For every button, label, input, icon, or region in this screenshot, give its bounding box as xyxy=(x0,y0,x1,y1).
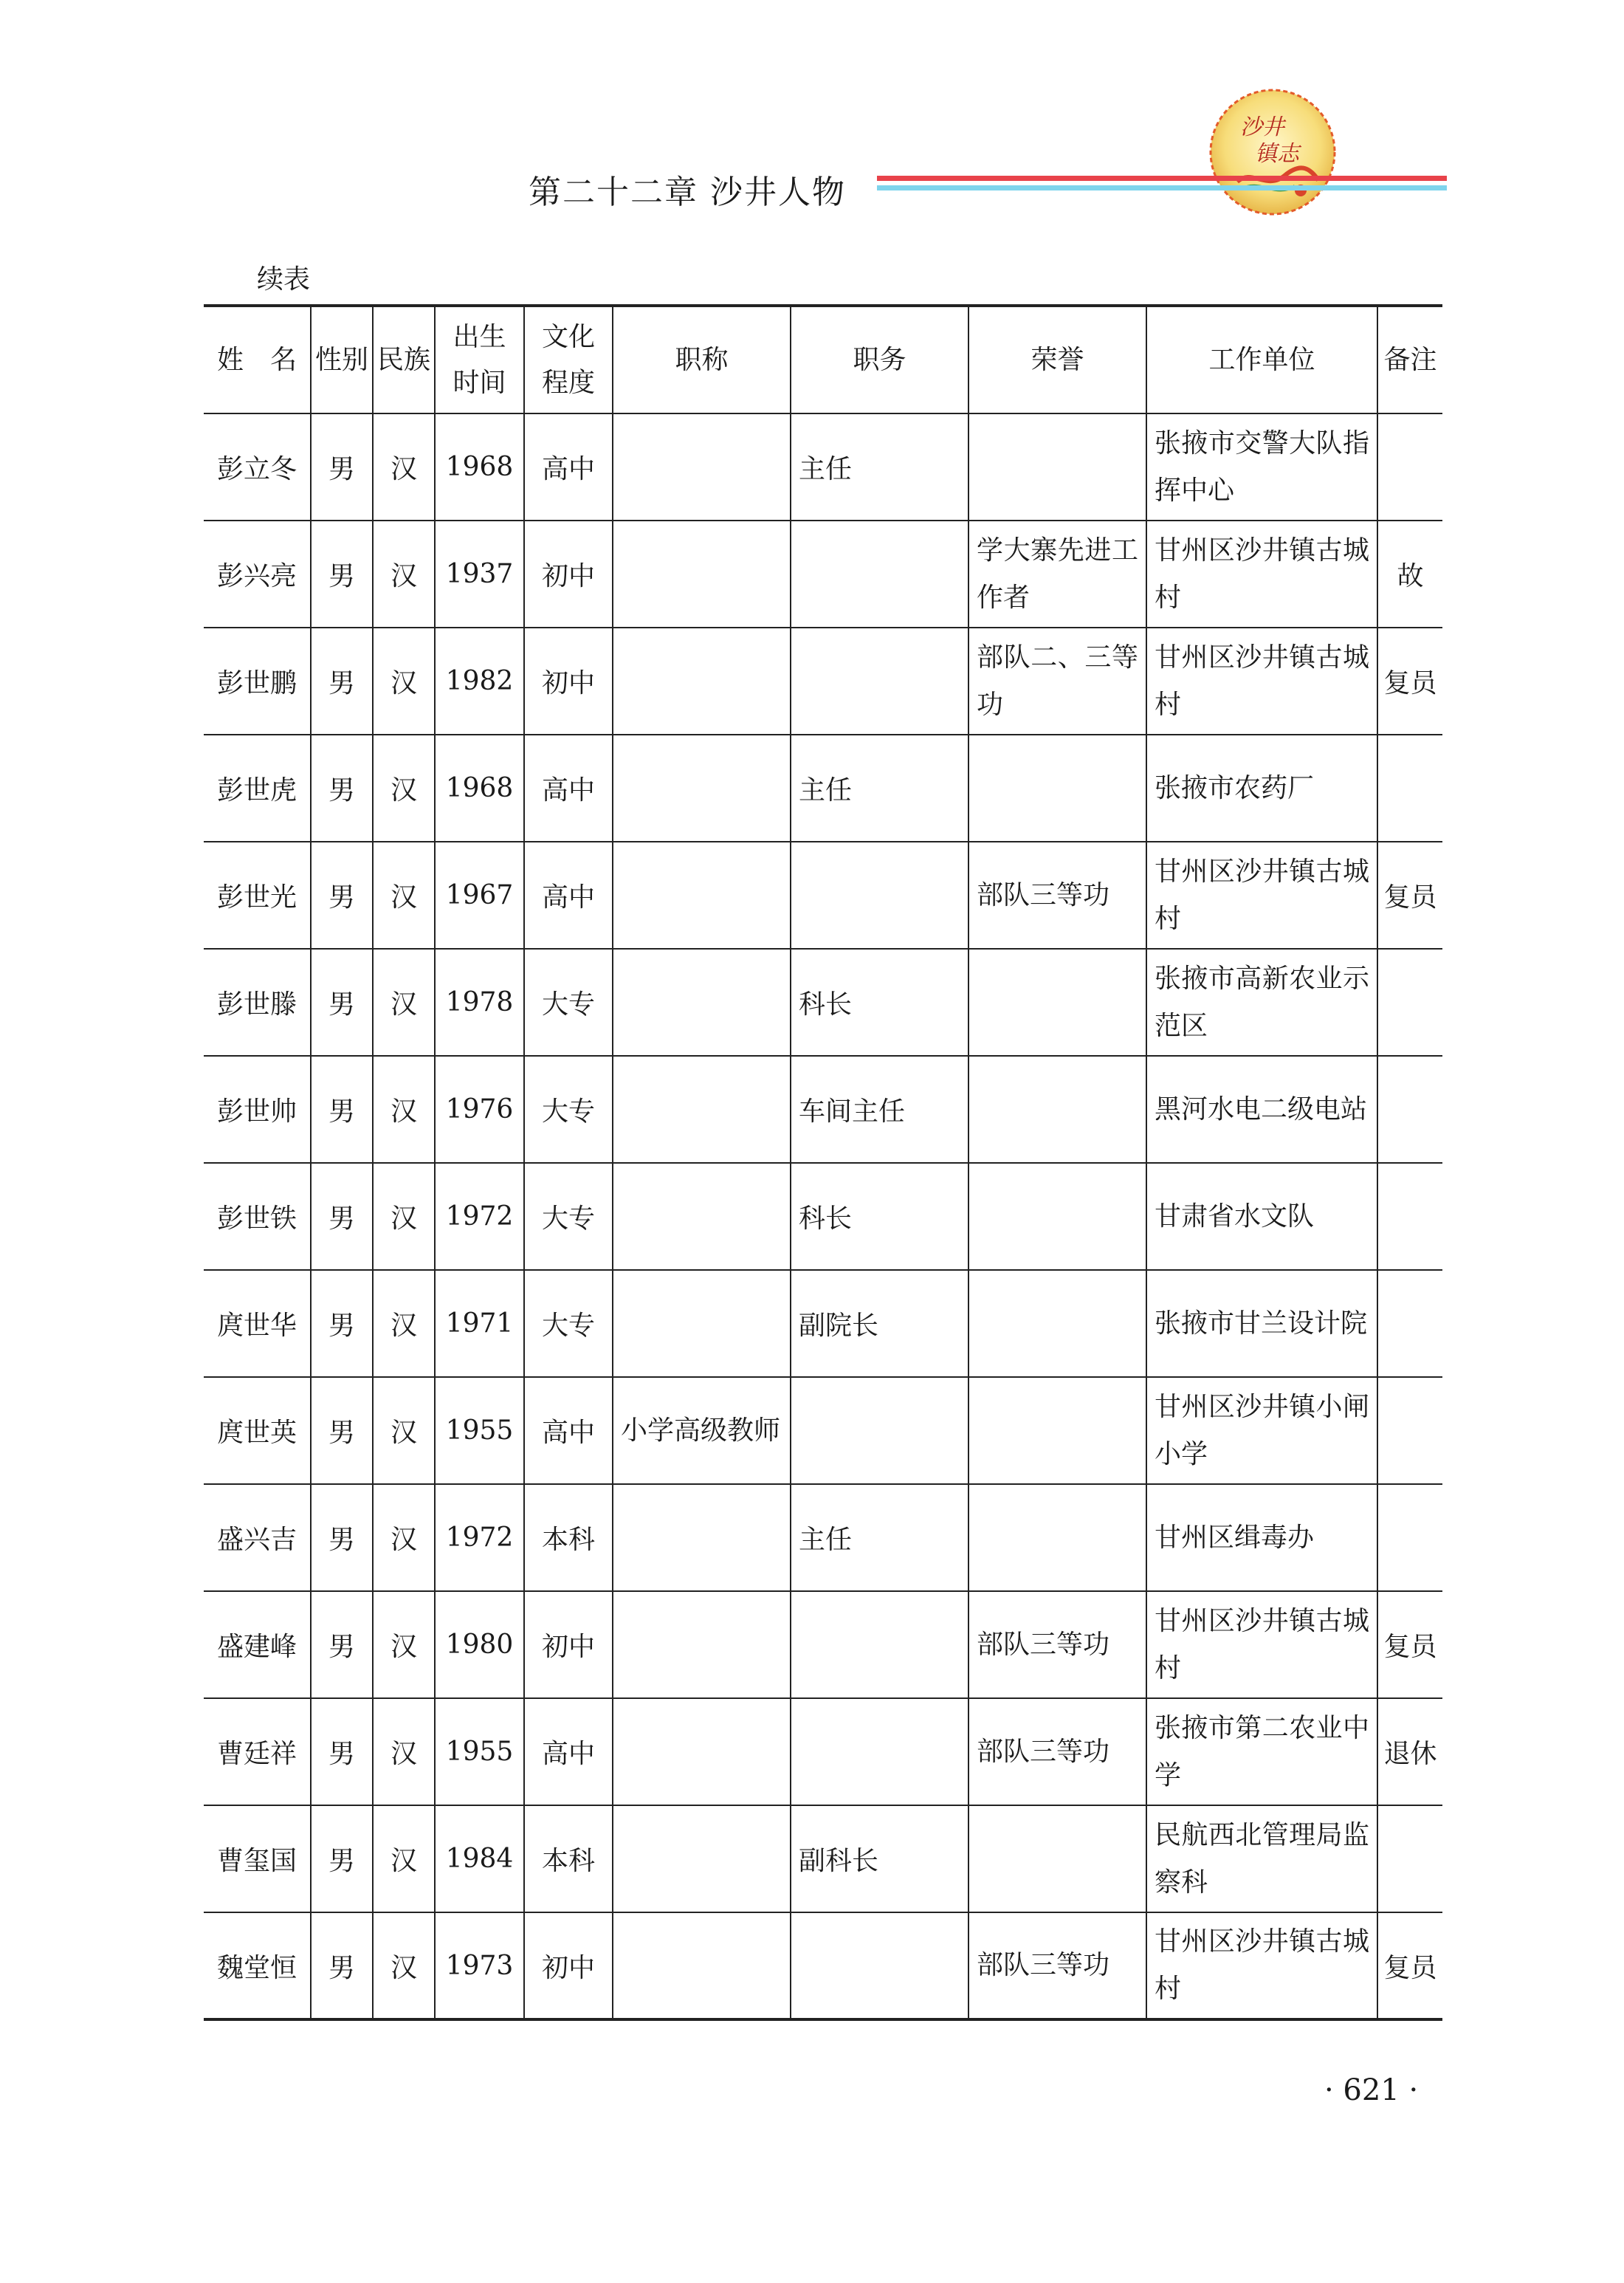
cell-position xyxy=(791,1591,968,1698)
cell-gender: 男 xyxy=(311,949,373,1056)
col-header-position: 职务 xyxy=(791,306,968,413)
cell-ethnicity: 汉 xyxy=(373,735,435,842)
cell-honor xyxy=(968,735,1146,842)
cell-remarks: 故 xyxy=(1377,521,1442,628)
table-row xyxy=(204,1484,1442,1591)
table-caption: 续表 xyxy=(257,264,311,295)
cell-honor: 部队二、三等功 xyxy=(968,628,1146,735)
cell-workplace: 甘州区沙井镇古城村 xyxy=(1146,521,1377,628)
cell-title xyxy=(613,521,791,628)
cell-title xyxy=(613,1591,791,1698)
cell-education: 高中 xyxy=(524,842,613,949)
cell-title xyxy=(613,842,791,949)
cell-gender: 男 xyxy=(311,1484,373,1591)
cell-education: 高中 xyxy=(524,1377,613,1484)
cell-remarks xyxy=(1377,1163,1442,1270)
table-row xyxy=(204,1805,1442,1912)
cell-birth-year: 1972 xyxy=(435,1163,524,1270)
cell-name: 彭立冬 xyxy=(204,413,311,521)
cell-workplace: 张掖市农药厂 xyxy=(1146,735,1377,842)
col-header-remarks: 备注 xyxy=(1377,306,1442,413)
cell-name: 曹玺国 xyxy=(204,1805,311,1912)
cell-gender: 男 xyxy=(311,521,373,628)
cell-remarks: 复员 xyxy=(1377,628,1442,735)
cell-ethnicity: 汉 xyxy=(373,1484,435,1591)
svg-text:沙井: 沙井 xyxy=(1240,114,1284,140)
cell-workplace: 甘州区沙井镇古城村 xyxy=(1146,842,1377,949)
page-number: · 621 · xyxy=(1324,2073,1419,2107)
cell-position xyxy=(791,521,968,628)
cell-gender: 男 xyxy=(311,413,373,521)
table-row xyxy=(204,521,1442,628)
cell-position: 主任 xyxy=(791,1484,968,1591)
cell-workplace: 甘州区缉毒办 xyxy=(1146,1484,1377,1591)
cell-birth-year: 1955 xyxy=(435,1698,524,1805)
cell-title xyxy=(613,735,791,842)
cell-honor xyxy=(968,1056,1146,1163)
cell-name: 曹廷祥 xyxy=(204,1698,311,1805)
cell-position xyxy=(791,1377,968,1484)
cell-gender: 男 xyxy=(311,1805,373,1912)
cell-gender: 男 xyxy=(311,842,373,949)
cell-title xyxy=(613,628,791,735)
cell-title xyxy=(613,1805,791,1912)
cell-name: 彭世帅 xyxy=(204,1056,311,1163)
cell-remarks xyxy=(1377,1056,1442,1163)
cell-honor xyxy=(968,1805,1146,1912)
cell-birth-year: 1971 xyxy=(435,1270,524,1377)
header-rule-blue xyxy=(877,185,1447,190)
cell-birth-year: 1982 xyxy=(435,628,524,735)
cell-ethnicity: 汉 xyxy=(373,949,435,1056)
cell-ethnicity: 汉 xyxy=(373,1805,435,1912)
cell-position: 副科长 xyxy=(791,1805,968,1912)
cell-ethnicity: 汉 xyxy=(373,1591,435,1698)
cell-birth-year: 1976 xyxy=(435,1056,524,1163)
table-row xyxy=(204,949,1442,1056)
cell-remarks: 复员 xyxy=(1377,1591,1442,1698)
col-header-title: 职称 xyxy=(613,306,791,413)
cell-remarks xyxy=(1377,1377,1442,1484)
cell-name: 庹世英 xyxy=(204,1377,311,1484)
cell-name: 庹世华 xyxy=(204,1270,311,1377)
cell-ethnicity: 汉 xyxy=(373,1163,435,1270)
cell-gender: 男 xyxy=(311,1698,373,1805)
cell-gender: 男 xyxy=(311,735,373,842)
col-header-workplace: 工作单位 xyxy=(1146,306,1377,413)
cell-honor xyxy=(968,949,1146,1056)
cell-education: 大专 xyxy=(524,1056,613,1163)
cell-name: 盛兴吉 xyxy=(204,1484,311,1591)
table-row xyxy=(204,413,1442,521)
cell-remarks xyxy=(1377,1270,1442,1377)
cell-ethnicity: 汉 xyxy=(373,1698,435,1805)
cell-workplace: 民航西北管理局监察科 xyxy=(1146,1805,1377,1912)
cell-gender: 男 xyxy=(311,1163,373,1270)
cell-workplace: 甘州区沙井镇古城村 xyxy=(1146,1591,1377,1698)
cell-remarks: 退休 xyxy=(1377,1698,1442,1805)
cell-remarks xyxy=(1377,949,1442,1056)
cell-name: 魏堂恒 xyxy=(204,1912,311,2019)
cell-gender: 男 xyxy=(311,1591,373,1698)
cell-name: 彭世铁 xyxy=(204,1163,311,1270)
cell-title xyxy=(613,949,791,1056)
cell-remarks xyxy=(1377,1484,1442,1591)
cell-honor: 部队三等功 xyxy=(968,1912,1146,2019)
cell-name: 彭世滕 xyxy=(204,949,311,1056)
cell-remarks: 复员 xyxy=(1377,1912,1442,2019)
cell-honor: 部队三等功 xyxy=(968,1698,1146,1805)
cell-workplace: 甘州区沙井镇小闸小学 xyxy=(1146,1377,1377,1484)
cell-title xyxy=(613,1698,791,1805)
chapter-title: 第二十二章 沙井人物 xyxy=(529,174,846,211)
cell-remarks xyxy=(1377,413,1442,521)
cell-honor xyxy=(968,413,1146,521)
cell-birth-year: 1937 xyxy=(435,521,524,628)
cell-ethnicity: 汉 xyxy=(373,1270,435,1377)
cell-workplace: 张掖市交警大队指挥中心 xyxy=(1146,413,1377,521)
cell-position: 主任 xyxy=(791,735,968,842)
cell-gender: 男 xyxy=(311,1377,373,1484)
cell-honor xyxy=(968,1484,1146,1591)
table-row xyxy=(204,628,1442,735)
cell-position: 科长 xyxy=(791,949,968,1056)
col-header-ethnicity: 民族 xyxy=(373,306,435,413)
cell-workplace: 张掖市高新农业示范区 xyxy=(1146,949,1377,1056)
cell-remarks: 复员 xyxy=(1377,842,1442,949)
cell-position xyxy=(791,1698,968,1805)
col-header-education: 文化程度 xyxy=(524,306,613,413)
cell-title xyxy=(613,1912,791,2019)
cell-ethnicity: 汉 xyxy=(373,842,435,949)
cell-education: 高中 xyxy=(524,1698,613,1805)
cell-birth-year: 1980 xyxy=(435,1591,524,1698)
cell-remarks xyxy=(1377,1805,1442,1912)
cell-birth-year: 1984 xyxy=(435,1805,524,1912)
cell-education: 本科 xyxy=(524,1484,613,1591)
cell-birth-year: 1967 xyxy=(435,842,524,949)
col-header-honor: 荣誉 xyxy=(968,306,1146,413)
people-table xyxy=(204,304,1442,2021)
table-row xyxy=(204,1698,1442,1805)
cell-name: 彭世鹏 xyxy=(204,628,311,735)
cell-title xyxy=(613,1056,791,1163)
cell-birth-year: 1978 xyxy=(435,949,524,1056)
cell-position: 车间主任 xyxy=(791,1056,968,1163)
cell-education: 高中 xyxy=(524,413,613,521)
cell-gender: 男 xyxy=(311,1056,373,1163)
cell-title xyxy=(613,1163,791,1270)
cell-gender: 男 xyxy=(311,1270,373,1377)
cell-birth-year: 1968 xyxy=(435,735,524,842)
cell-gender: 男 xyxy=(311,628,373,735)
cell-name: 彭兴亮 xyxy=(204,521,311,628)
header-rule xyxy=(877,176,1447,205)
cell-gender: 男 xyxy=(311,1912,373,2019)
cell-honor: 部队三等功 xyxy=(968,1591,1146,1698)
table-row xyxy=(204,842,1442,949)
cell-position: 主任 xyxy=(791,413,968,521)
cell-education: 初中 xyxy=(524,1591,613,1698)
svg-text:镇志: 镇志 xyxy=(1255,141,1299,167)
cell-workplace: 黑河水电二级电站 xyxy=(1146,1056,1377,1163)
cell-birth-year: 1973 xyxy=(435,1912,524,2019)
cell-position xyxy=(791,842,968,949)
cell-title: 小学高级教师 xyxy=(613,1377,791,1484)
cell-name: 彭世虎 xyxy=(204,735,311,842)
cell-education: 初中 xyxy=(524,628,613,735)
cell-position: 科长 xyxy=(791,1163,968,1270)
cell-honor xyxy=(968,1377,1146,1484)
table-row xyxy=(204,1377,1442,1484)
cell-birth-year: 1955 xyxy=(435,1377,524,1484)
cell-birth-year: 1968 xyxy=(435,413,524,521)
table-row xyxy=(204,1163,1442,1270)
cell-workplace: 张掖市第二农业中学 xyxy=(1146,1698,1377,1805)
cell-name: 彭世光 xyxy=(204,842,311,949)
cell-position xyxy=(791,628,968,735)
cell-education: 初中 xyxy=(524,1912,613,2019)
cell-ethnicity: 汉 xyxy=(373,1377,435,1484)
table-header-row xyxy=(204,306,1442,413)
cell-honor xyxy=(968,1163,1146,1270)
table-row xyxy=(204,1056,1442,1163)
cell-title xyxy=(613,1270,791,1377)
header-rule-red xyxy=(877,176,1447,181)
cell-honor: 学大寨先进工作者 xyxy=(968,521,1146,628)
cell-education: 大专 xyxy=(524,1163,613,1270)
cell-title xyxy=(613,1484,791,1591)
cell-workplace: 甘肃省水文队 xyxy=(1146,1163,1377,1270)
table-row xyxy=(204,1270,1442,1377)
cell-title xyxy=(613,413,791,521)
cell-education: 本科 xyxy=(524,1805,613,1912)
cell-honor xyxy=(968,1270,1146,1377)
cell-name: 盛建峰 xyxy=(204,1591,311,1698)
cell-ethnicity: 汉 xyxy=(373,413,435,521)
cell-ethnicity: 汉 xyxy=(373,1056,435,1163)
cell-position: 副院长 xyxy=(791,1270,968,1377)
cell-workplace: 甘州区沙井镇古城村 xyxy=(1146,1912,1377,2019)
cell-workplace: 张掖市甘兰设计院 xyxy=(1146,1270,1377,1377)
cell-ethnicity: 汉 xyxy=(373,1912,435,2019)
cell-honor: 部队三等功 xyxy=(968,842,1146,949)
table-row xyxy=(204,1912,1442,2019)
col-header-name: 姓 名 xyxy=(204,306,311,413)
table-row xyxy=(204,735,1442,842)
cell-remarks xyxy=(1377,735,1442,842)
cell-education: 大专 xyxy=(524,1270,613,1377)
cell-education: 高中 xyxy=(524,735,613,842)
cell-education: 大专 xyxy=(524,949,613,1056)
cell-birth-year: 1972 xyxy=(435,1484,524,1591)
col-header-gender: 性别 xyxy=(311,306,373,413)
cell-education: 初中 xyxy=(524,521,613,628)
col-header-birth: 出生时间 xyxy=(435,306,524,413)
cell-ethnicity: 汉 xyxy=(373,628,435,735)
table-row xyxy=(204,1591,1442,1698)
cell-workplace: 甘州区沙井镇古城村 xyxy=(1146,628,1377,735)
cell-ethnicity: 汉 xyxy=(373,521,435,628)
cell-position xyxy=(791,1912,968,2019)
